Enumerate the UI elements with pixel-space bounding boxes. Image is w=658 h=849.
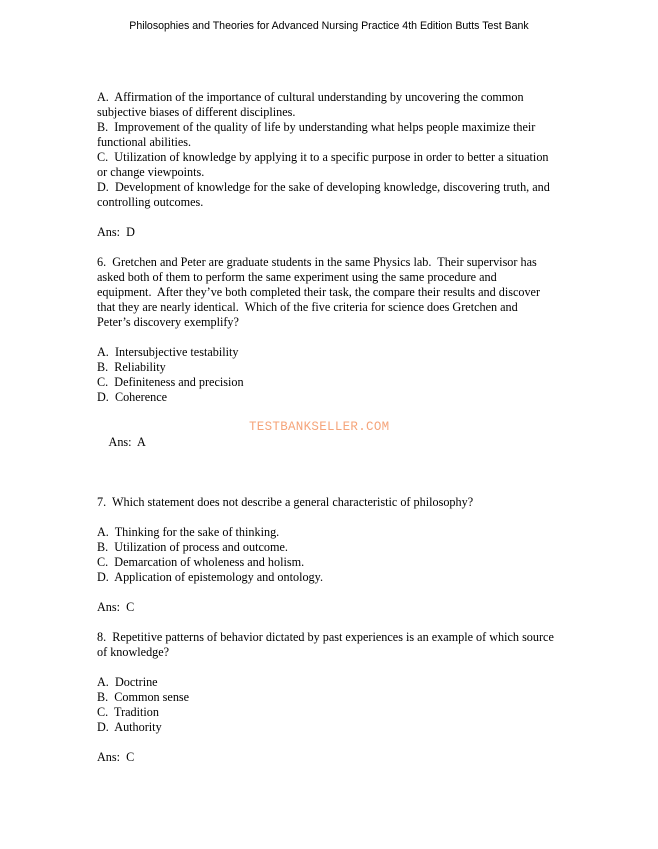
q6-question-line: equipment. After they’ve both completed their task, the compare their results and discover	[97, 285, 541, 299]
watermark: TESTBANKSELLER.COM	[249, 420, 390, 434]
q5-option-c-line1: C. Utilization of knowledge by applying it to a specific purpose in order to better a situation	[97, 150, 549, 164]
q5-option-c	[97, 150, 597, 180]
q8-option-b: B. Common sense	[97, 690, 190, 704]
q8-option-c: C. Tradition	[97, 705, 159, 719]
spacer	[97, 210, 597, 225]
q5-option-b-line2: functional abilities.	[97, 135, 192, 149]
q6-question-line: asked both of them to perform the same experiment using the same procedure and	[97, 270, 497, 284]
spacer	[97, 240, 597, 255]
q7-answer: Ans: C	[97, 600, 135, 614]
q5-option-c-line2: or change viewpoints.	[97, 165, 205, 179]
spacer	[97, 660, 597, 675]
spacer	[97, 480, 597, 495]
q8-question-line: 8. Repetitive patterns of behavior dictated by past experiences is an example of which source	[97, 630, 554, 644]
q7-option-c: C. Demarcation of wholeness and holism.	[97, 555, 305, 569]
q6-option-c: C. Definiteness and precision	[97, 375, 244, 389]
spacer	[97, 585, 597, 600]
q5-option-b	[97, 120, 597, 150]
q5-option-b-line1: B. Improvement of the quality of life by understanding what helps people maximize their	[97, 120, 536, 134]
q6-question	[97, 255, 597, 330]
q5-option-d-line2: controlling outcomes.	[97, 195, 204, 209]
q8-option-a: A. Doctrine	[97, 675, 158, 689]
q5-option-d-line1: D. Development of knowledge for the sake of developing knowledge, discovering truth, and	[97, 180, 550, 194]
q5-answer: Ans: D	[97, 225, 135, 239]
q5-option-a	[97, 90, 597, 120]
q6-option-b: B. Reliability	[97, 360, 166, 374]
q5-option-a-line1: A. Affirmation of the importance of cultural understanding by uncovering the common	[97, 90, 524, 104]
q8-question	[97, 630, 597, 660]
q7-question: 7. Which statement does not describe a general characteristic of philosophy?	[97, 495, 474, 509]
q6-option-a: A. Intersubjective testability	[97, 345, 239, 359]
q6-answer: Ans: A	[108, 435, 146, 449]
q6-option-d: D. Coherence	[97, 390, 168, 404]
q8-question-line: of knowledge?	[97, 645, 170, 659]
q6-question-line: 6. Gretchen and Peter are graduate students in the same Physics lab. Their supervisor has	[97, 255, 537, 269]
q5-option-d	[97, 180, 597, 210]
q7-option-d: D. Application of epistemology and ontology.	[97, 570, 324, 584]
document-body	[97, 90, 597, 765]
q5-option-a-line2: subjective biases of different disciplines.	[97, 105, 296, 119]
q8-answer: Ans: C	[97, 750, 135, 764]
spacer	[97, 330, 597, 345]
q7-option-a: A. Thinking for the sake of thinking.	[97, 525, 280, 539]
spacer	[97, 510, 597, 525]
q6-question-line: that they are nearly identical. Which of the five criteria for science does Gretchen and	[97, 300, 518, 314]
page-header: Philosophies and Theories for Advanced Nursing Practice 4th Edition Butts Test Bank	[129, 20, 529, 32]
q7-option-b: B. Utilization of process and outcome.	[97, 540, 288, 554]
q6-question-line: Peter’s discovery exemplify?	[97, 315, 239, 329]
spacer	[97, 735, 597, 750]
spacer	[97, 615, 597, 630]
q6-answer-row	[97, 420, 597, 480]
spacer	[97, 405, 597, 420]
q8-option-d: D. Authority	[97, 720, 162, 734]
